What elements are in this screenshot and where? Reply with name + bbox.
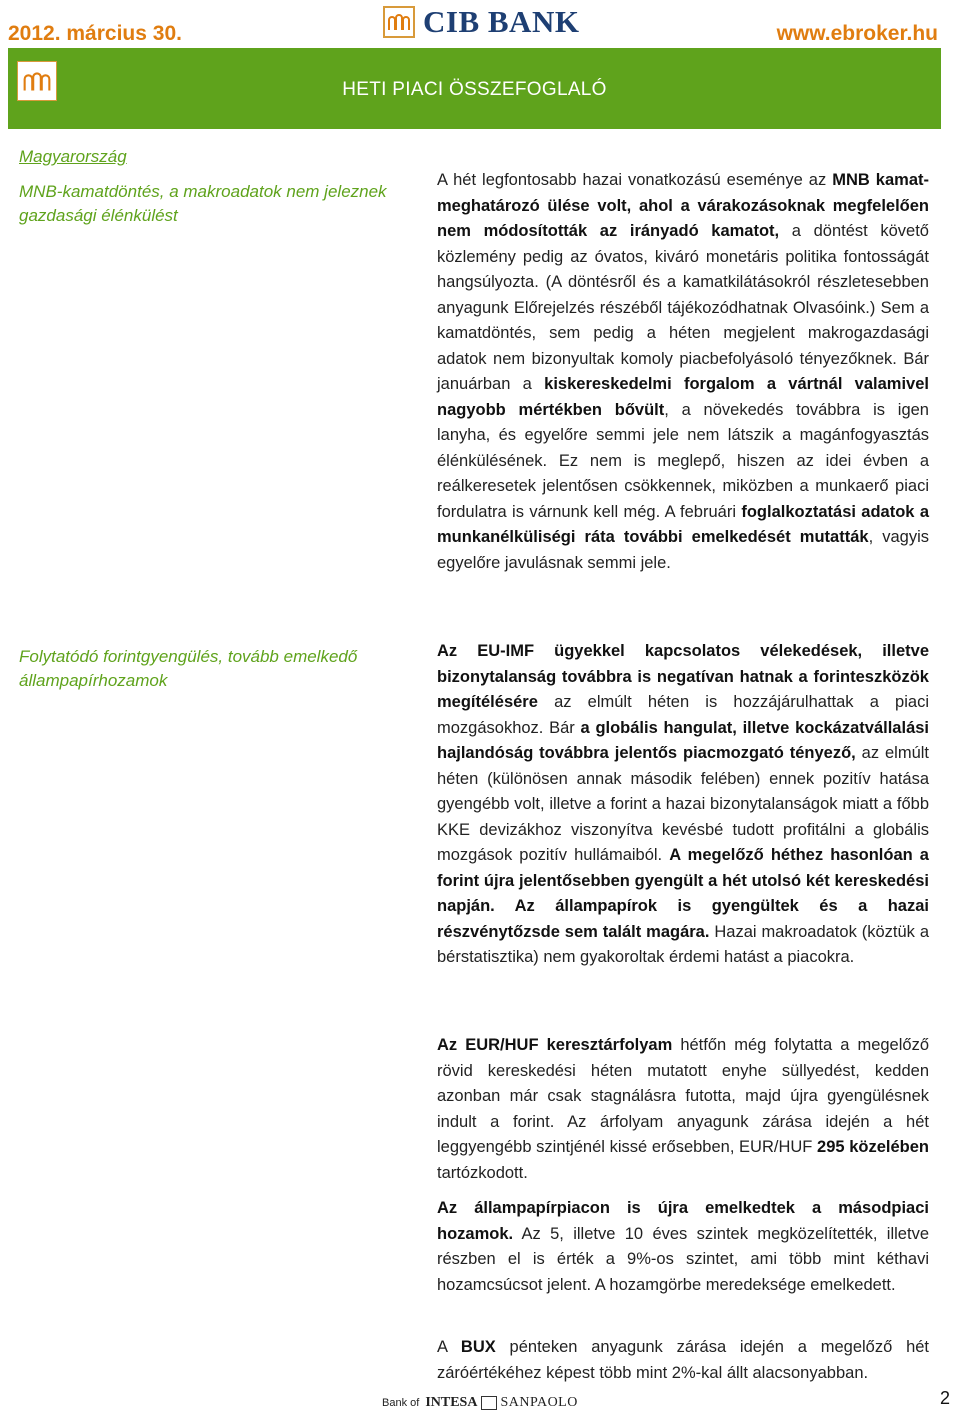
paragraph-bux	[437, 1335, 929, 1386]
paragraph-mnb	[437, 168, 929, 576]
footer-bank-of: Bank of	[382, 1397, 420, 1409]
footer-logo	[382, 1395, 578, 1411]
paragraph-eurhuf	[437, 1033, 929, 1186]
text-run: tartózkodott.	[437, 1163, 528, 1182]
text-run: Hazai makroadatok (köztük a bérstatisztika) nem gyakoroltak érdemi hatást a piacokra.	[437, 922, 929, 966]
side-heading-rate-decision: MNB-kamatdöntés, a makroadatok nem jeleznek gazdasági élénkülést	[19, 182, 387, 225]
text-run: a döntést követő közlemény pedig az óvatos, kiváró monetáris politika fontosságát hangsúlyozta. (A döntésről és a kamatkilátásokról részletesebben anyagunk Előrejelzés részéből tájékozódhatnak Olvasóink.) Sem a kamatdöntés, sem pedig a héten megjelent makrogazdasági adatok nem bizonyultak komoly piacbefolyásoló tényezőknek. Bár januárban a	[437, 222, 929, 393]
side-heading-forint: Folytatódó forintgyengülés, tovább emelkedő állampapírhozamok	[19, 647, 358, 690]
sanpaolo-icon	[481, 1396, 497, 1410]
text-run: az elmúlt héten (különösen annak második felében) ennek pozitív hatása gyengébb volt, illetve a forint a hazai bizonytalanságok miatt a főbb KKE devizákhoz viszonyítva kevésbé tudott profitálni a globális mozgások pozitív hullámaiból.	[437, 744, 930, 864]
page-number: 2	[940, 1388, 951, 1408]
report-date: 2012. március 30.	[8, 22, 182, 45]
text-run: pénteken anyagunk zárása idején a megelőző hét záróértékéhez képest több mint 2%-kal állt alacsonyabban.	[437, 1338, 930, 1382]
text-run: , vagyis egyelőre javulásnak semmi jele.	[437, 528, 929, 572]
bold-text: foglalkoztatási adatok a munkanélküliségi ráta további emelkedését mutatták	[437, 502, 930, 546]
bold-text: kiskereskedelmi forgalom a vártnál valamivel nagyobb mértékben bővült	[437, 375, 929, 419]
footer-intesa: INTESA	[425, 1395, 478, 1410]
brand-name: CIB BANK	[423, 4, 580, 39]
text-run: , a növekedés továbbra is igen lanyha, és egyelőre semmi jele nem látszik a magánfogyasztás élénkülésének. Ez nem is meglepő, hiszen az idei évben a reálkeresetek jelentősen csökkennek, miközben a munkaerő piaci fordulatra is várnunk kell még. A februári	[437, 400, 929, 521]
bold-text: BUX	[460, 1338, 496, 1356]
text-run: Az 5, illetve 10 éves szintek megközelítették, illetve részben el is érték a 9%-os szintet, ami több mint kéthavi hozamcsúcsot jelent. A hozamgörbe meredeksége emelkedett.	[437, 1224, 929, 1294]
text-run: az elmúlt héten is hozzájárulhattak a piaci mozgásokhoz. Bár	[437, 693, 929, 737]
banner-title: HETI PIACI ÖSSZEFOGLALÓ	[342, 79, 607, 100]
top-bar	[0, 0, 960, 48]
bold-text: 295 közelében	[817, 1138, 930, 1156]
bold-text: MNB kamat-meghatározó ülése volt, ahol a várakozásoknak megfelelően nem módosították az irányadó kamatot,	[437, 171, 929, 240]
cib-logo-icon	[383, 6, 415, 38]
text-run: A	[437, 1338, 461, 1356]
bold-text: a globális hangulat, illetve kockázatvállalási hajlandóság továbbra jelentős piacmozgató tényező,	[437, 718, 930, 762]
bold-text: Az EU-IMF ügyekkel kapcsolatos vélekedések, illetve bizonytalanság továbbra is negatívan hatnak a forinteszközök megítélésére	[437, 642, 929, 711]
paragraph-eu-imf	[437, 639, 929, 971]
bold-text: A megelőző héthez hasonlóan a forint újra jelentősebben gyengült a hét utolsó két kereskedési napján. Az állampapírok is gyengültek és a hazai részvénytőzsde sem talált magára.	[437, 846, 929, 941]
title-banner	[8, 48, 941, 129]
cib-bank-brand	[383, 4, 579, 40]
bold-text: Az állampapírpiacon is újra emelkedtek a másodpiaci hozamok.	[437, 1199, 929, 1243]
website-url[interactable]: www.ebroker.hu	[776, 22, 938, 45]
paragraph-bonds	[437, 1196, 929, 1298]
bold-text: Az EUR/HUF keresztárfolyam	[437, 1036, 673, 1054]
text-run: A hét legfontosabb hazai vonatkozású eseménye az	[437, 171, 833, 189]
footer-sanpaolo: SANPAOLO	[500, 1395, 578, 1410]
section-country: Magyarország	[19, 147, 127, 166]
text-run: hétfőn még folytatta a megelőző rövid kereskedési héten mutatott enyhe süllyedést, kedden azonban már csak stagnálásra futotta, majd újra gyengülésnek indult a forint. Az árfolyam anyagunk zárása idején a hét leggyengébb szintjénél kissé erősebben, EUR/HUF	[437, 1036, 929, 1156]
